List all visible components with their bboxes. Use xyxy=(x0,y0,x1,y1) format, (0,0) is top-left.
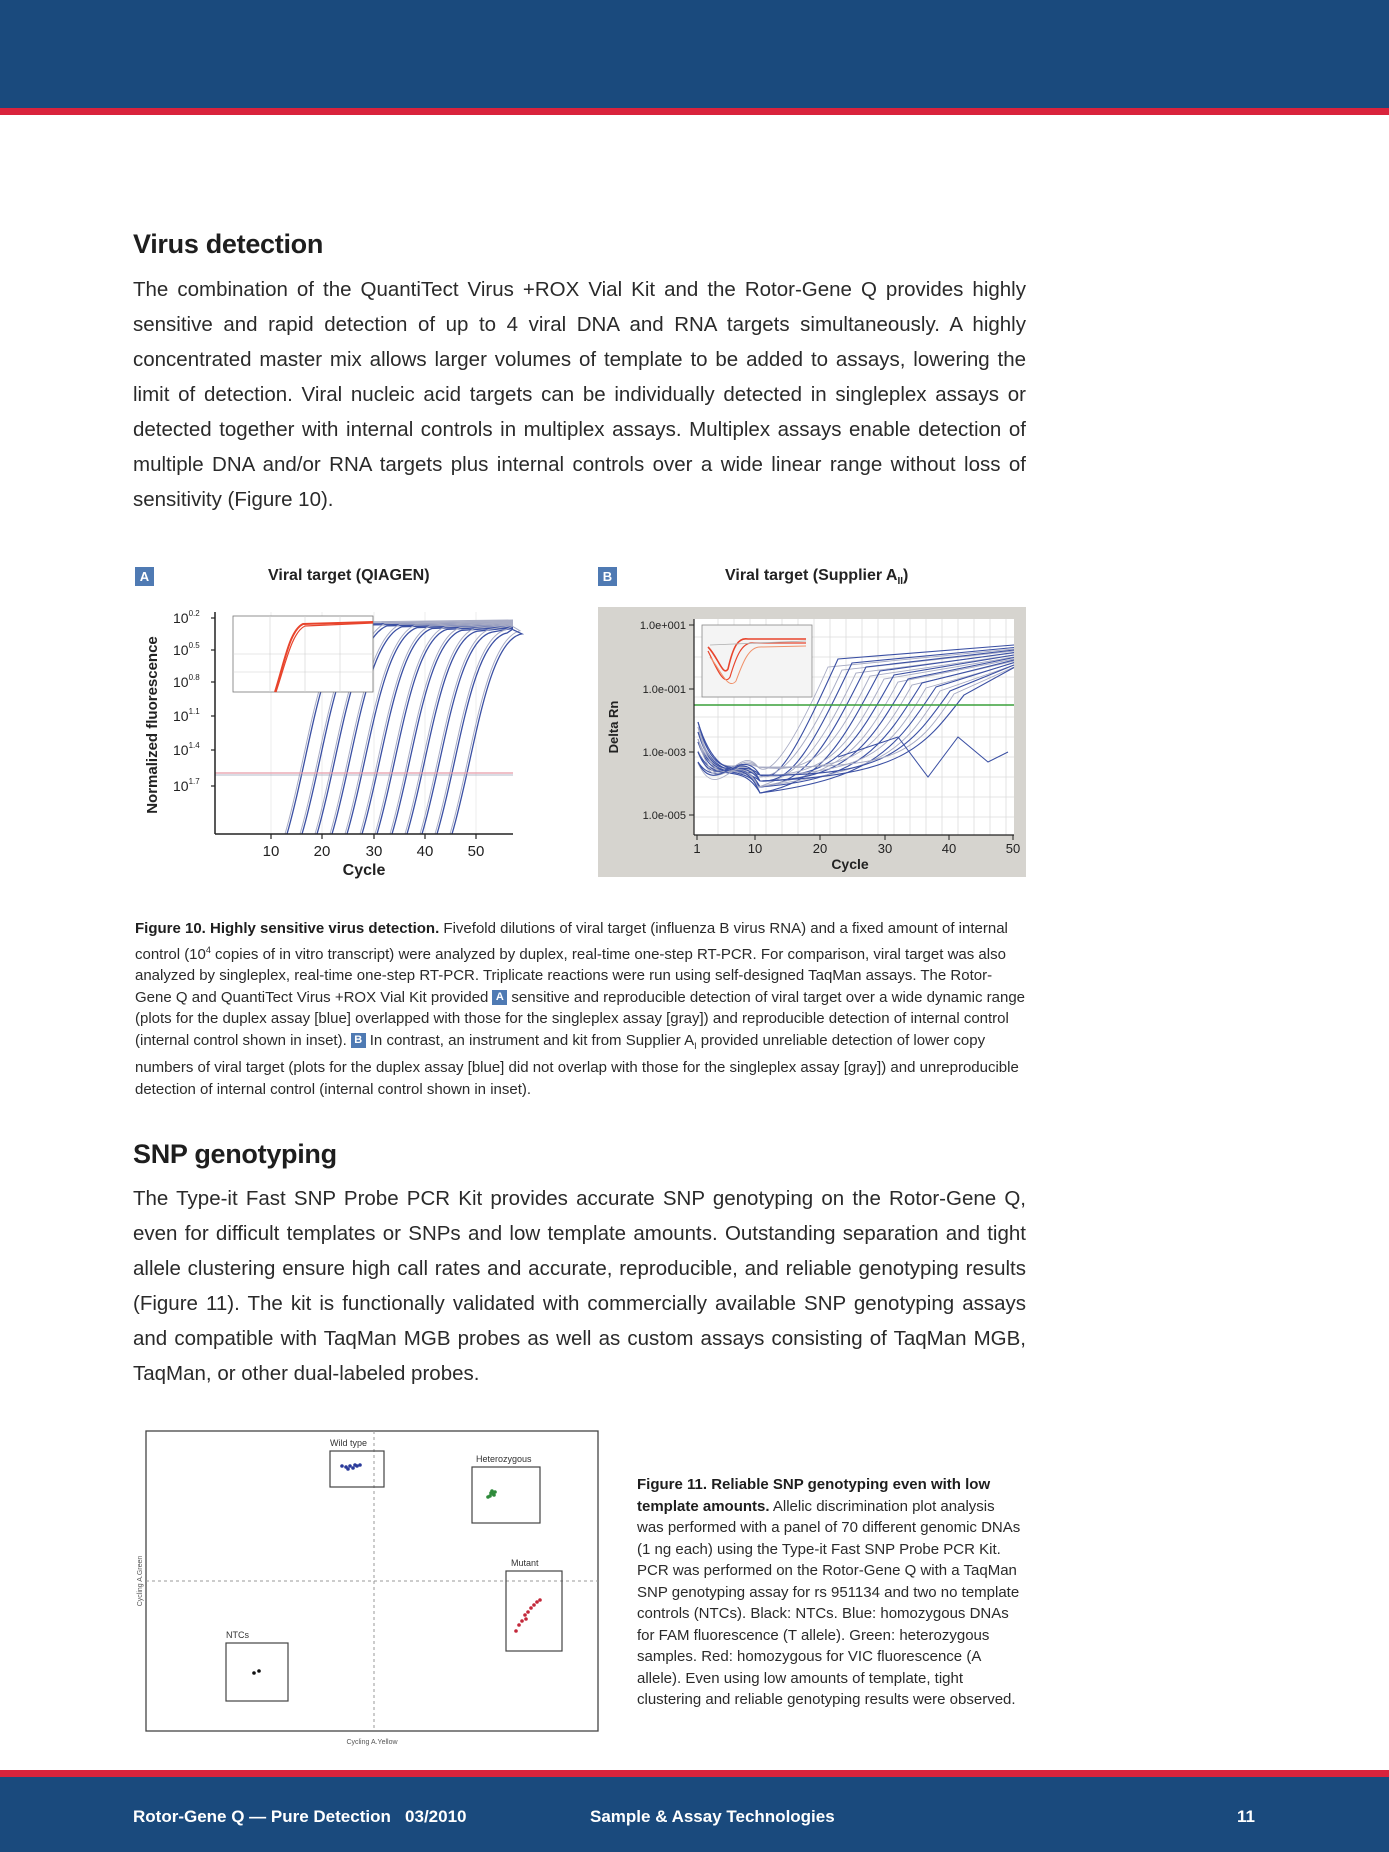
panel-a-ytick-label: $10^{0.2}$ xyxy=(173,609,200,626)
panel-b-ytick-label: 1.0e-005 xyxy=(642,810,686,822)
panel-b-xtick-label: 50 xyxy=(1005,841,1021,856)
panel-a-ylabel: Normalized fluorescence xyxy=(144,636,161,814)
section-body-virus: The combination of the QuantiTect Virus +ROX Vial Kit and the Rotor-Gene Q provides highly sensitive and rapid detection of up to 4 viral DNA and RNA targets simultaneously. A highly concentrated master mix allows larger volumes of template to be added to assays, lowering the limit of detection. Viral nucleic acid targets can be individually detected in singleplex assays or detected together with internal controls in multiplex assays. Multiplex assays enable detection of multiple DNA and/or RNA targets plus internal controls over a wide linear range without loss of sensitivity (Figure 10). xyxy=(133,278,1026,511)
panel-b-xtick-label: 1 xyxy=(693,841,701,856)
figure11-caption-lead: Figure 11. Reliable SNP genotyping even with low template amounts. xyxy=(637,1476,991,1515)
figure10-caption-lead: Figure 10. Highly sensitive virus detection. xyxy=(135,920,440,937)
figure11-caption-body: Allelic discrimination plot analysis was performed with a panel of 70 different genomic DNAs (1 ng each) using the Type-it Fast SNP Probe PCR Kit. PCR was performed on the Rotor-Gene Q with a TaqMan SNP genotyping assay for rs 951134 and two no template controls (NTCs). Black: NTCs. Blue: homozygous DNAs for FAM fluorescence (T allele). Green: heterozygous samples. Red: homozygous for VIC fluorescence (A allele). Even using low amounts of template, tight clustering and reliable genotyping results were observed. xyxy=(637,1497,1021,1708)
panel-a-xtick-label: 30 xyxy=(365,843,383,860)
panel-b-ytick-label: 1.0e-001 xyxy=(642,684,686,696)
cluster-label-heterozygous: Heterozygous xyxy=(476,1454,532,1464)
figure11-ylabel: Cycling A.Green xyxy=(137,1555,144,1607)
panel-b-title-end: ) xyxy=(903,567,909,584)
caption-badge-b: B xyxy=(351,1033,366,1048)
figure10-caption xyxy=(135,918,1025,1100)
figure10-caption-part5: provided unreliable detection of lower copy numbers of viral target (plots for the duplex assay [blue] did not overlap with those for the singleplex assay [gray]) and unreproducible detection of internal control (internal control shown in inset). xyxy=(135,1031,1019,1098)
panel-a-title: Viral target (QIAGEN) xyxy=(268,567,430,584)
figure11-caption xyxy=(637,1474,1022,1711)
panel-a-xtick-label: 20 xyxy=(313,843,331,860)
section-title-virus: Virus detection xyxy=(133,229,324,259)
page-number: 11 xyxy=(1237,1807,1255,1826)
panel-a-xlabel: Cycle xyxy=(342,862,386,879)
panel-b-ytick-label: 1.0e-003 xyxy=(642,747,686,759)
panel-a-ytick-label: $10^{0.8}$ xyxy=(173,673,200,690)
header-accent-line xyxy=(0,108,1389,115)
panel-b-ylabel: Delta Rn xyxy=(606,700,621,754)
panel-b-title-sub: II xyxy=(897,576,904,588)
chart-figure11 xyxy=(138,1425,604,1749)
panel-b-xtick-label: 40 xyxy=(941,841,957,856)
panel-b-xlabel: Cycle xyxy=(831,856,869,872)
figure10-caption-sup: 4 xyxy=(205,944,211,955)
panel-a-inset xyxy=(233,616,373,692)
panel-a-xtick-label: 10 xyxy=(262,843,280,860)
cluster-label-mutant: Mutant xyxy=(511,1558,539,1568)
figure10-caption-part4: In contrast, an instrument and kit from Supplier A xyxy=(369,1031,695,1049)
caption-badge-a: A xyxy=(492,990,507,1005)
panel-a-ytick-label: $10^{1.1}$ xyxy=(173,707,200,724)
cluster-label-wild-type: Wild type xyxy=(330,1438,368,1448)
footer-accent-line xyxy=(0,1770,1389,1777)
panel-a-ytick-label: $10^{1.7}$ xyxy=(173,777,200,794)
chart-panel-a xyxy=(135,600,535,890)
panel-b-ytick-label: 1.0e+001 xyxy=(639,620,686,632)
cluster-label-ntcs: NTCs xyxy=(226,1630,249,1640)
figure11-xlabel: Cycling A.Yellow xyxy=(346,1739,398,1746)
panel-a-xtick-label: 40 xyxy=(416,843,434,860)
panel-b-inset xyxy=(702,625,812,697)
figure10-caption-part2: copies of in vitro transcript) were analyzed by duplex, real-time one-step RT-PCR. For comparison, viral target was also analyzed by singleplex, real-time one-step RT-PCR. Triplicate reactions were run using self-designed TaqMan assays. The Rotor-Gene Q and QuantiTect Virus +ROX Vial Kit provided xyxy=(135,945,1006,1006)
panel-a-xtick-label: 50 xyxy=(467,843,485,860)
panel-a-ytick-label: $10^{1.4}$ xyxy=(173,741,200,758)
figure10-caption-part3: sensitive and reproducible detection of viral target over a wide dynamic range (plots for the duplex assay [blue] overlapped with those for the singleplex assay [gray]) and reproducible detection of internal control (internal control shown in inset). xyxy=(135,988,1026,1049)
figure10-caption-sub: I xyxy=(694,1040,697,1051)
panel-a-badge: A xyxy=(135,567,154,586)
panel-a-ytick-label: $10^{0.5}$ xyxy=(173,641,200,658)
panel-b-title xyxy=(725,567,908,587)
header-bar xyxy=(0,0,1389,108)
footer-bar xyxy=(0,1777,1389,1852)
chart-panel-b xyxy=(598,607,1026,877)
panel-b-xtick-label: 30 xyxy=(877,841,893,856)
footer-company: Sample & Assay Technologies xyxy=(590,1807,835,1826)
section-body-snp: The Type-it Fast SNP Probe PCR Kit provides accurate SNP genotyping on the Rotor-Gene Q, even for difficult templates or SNPs and low template amounts. Outstanding separation and tight allele clustering ensure high call rates and accurate, reproducible, and reliable genotyping results (Figure 11). The kit is functionally validated with commercially available SNP genotyping assays and compatible with TaqMan MGB probes as well as custom assays consisting of TaqMan MGB, TaqMan, or other dual-labeled probes. xyxy=(133,1187,1026,1385)
panel-b-xtick-label: 10 xyxy=(747,841,763,856)
panel-b-badge: B xyxy=(598,567,617,586)
panel-b-xtick-label: 20 xyxy=(812,841,828,856)
footer-title: Rotor-Gene Q — Pure Detection 03/2010 xyxy=(133,1807,467,1826)
figure10-caption-part1: Fivefold dilutions of viral target (influenza B virus RNA) and a fixed amount of internal control (10 xyxy=(135,920,1008,963)
panel-b-title-text: Viral target (Supplier A xyxy=(725,567,898,584)
section-title-snp: SNP genotyping xyxy=(133,1139,337,1169)
